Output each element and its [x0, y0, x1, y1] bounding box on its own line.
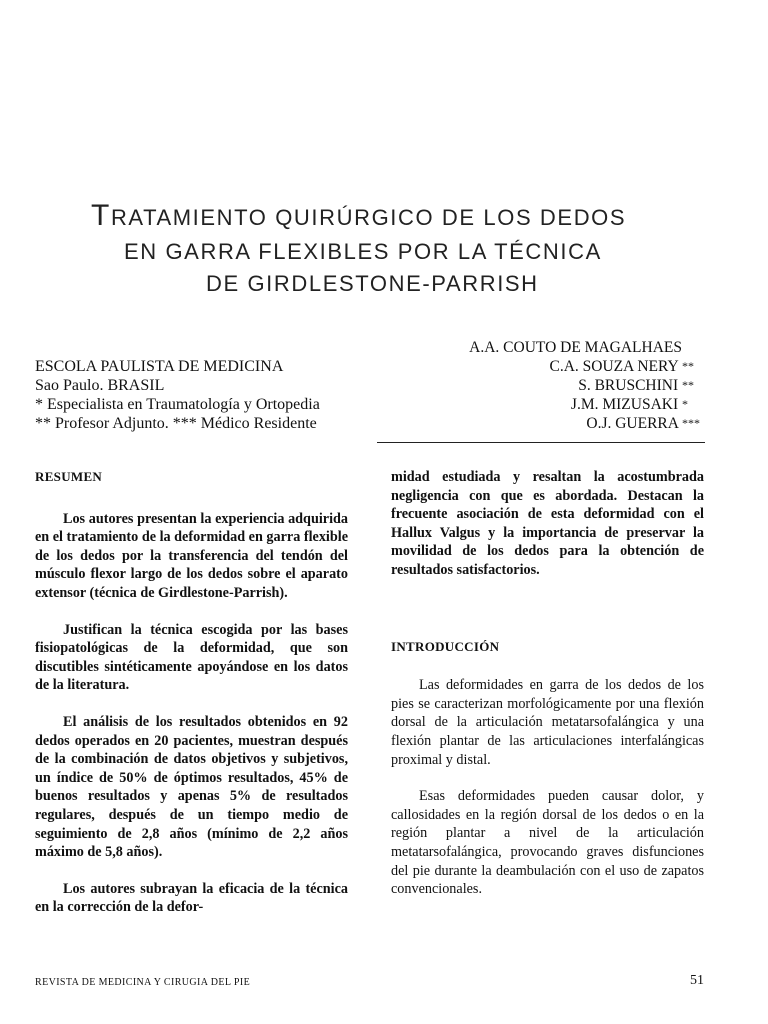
resumen-paragraph-4: Los autores subrayan la eficacia de la técnica en la corrección de la defor-	[35, 880, 348, 916]
author-name: O.J. GUERRA	[586, 415, 679, 432]
author-3	[469, 376, 704, 395]
resumen-paragraph-1: Los autores presentan la experiencia adquirida en el tratamiento de la deformidad en garra flexible de los dedos por la transferencia del tendón del músculo flexor largo de los dedos sobre el aparato extensor (técnica de Girdlestone-Parrish).	[35, 510, 348, 601]
introduccion-heading: INTRODUCCIÓN	[391, 638, 500, 654]
affiliation-institution: ESCOLA PAULISTA DE MEDICINA	[35, 358, 284, 375]
resumen-paragraph-3: El análisis de los resultados obtenidos en 92 dedos operados en 20 pacientes, muestran después de la combinación de datos objetivos y subjetivos, un índice de 50% de óptimos resultados, 45% de buenos resultados y apenas 5% de resultados regulares, después de un tiempo medio de seguimiento de 2,8 años (mínimo de 2,2 años máximo de 5,8 años).	[35, 713, 348, 861]
author-1	[469, 338, 704, 357]
author-mark: *	[682, 397, 688, 411]
introduccion-paragraph-2: Esas deformidades pueden causar dolor, y callosidades en la región dorsal de los dedos o en la región plantar a nivel de la articulación metatarsofalángica, provocando graves disfunciones del pie durante la deambulación con el uso de zapatos convencionales.	[391, 788, 704, 898]
resumen-paragraph-4-continued: midad estudiada y resaltan la acostumbrada negligencia con que es abordada. Destacan la frecuente asociación de esta deformidad con el Hallux Valgus y la importancia de preservar la movilidad de los dedos para la obtención de resultados satisfactorios.	[391, 469, 704, 578]
right-column	[391, 468, 704, 899]
introduccion-paragraph-1: Las deformidades en garra de los dedos de los pies se caracterizan morfológicamente por una flexión dorsal de la articulación metatarsofalángica y una flexión plantar de las articulaciones interfalángicas proximal y distal.	[391, 677, 704, 768]
author-list	[469, 338, 704, 433]
resumen-paragraph-2: Justifican la técnica escogida por las bases fisiopatológicas de la deformidad, que son discutibles sintéticamente apoyándose en los datos de la literatura.	[35, 621, 348, 694]
author-mark: ***	[682, 416, 700, 430]
page-number: 51	[690, 973, 704, 988]
affiliation	[35, 357, 320, 433]
affiliation-note-1: * Especialista en Traumatología y Ortopedia	[35, 396, 320, 413]
title-line-1	[91, 200, 626, 234]
affiliation-note-2: ** Profesor Adjunto. *** Médico Residente	[35, 415, 317, 432]
title-line-2: EN GARRA FLEXIBLES POR LA TÉCNICA	[124, 239, 602, 264]
title-line-1-text: RATAMIENTO QUIRÚRGICO DE LOS DEDOS	[110, 205, 627, 230]
author-name: C.A. SOUZA NERY	[549, 358, 679, 375]
title-initial: T	[91, 199, 111, 232]
author-mark: **	[682, 359, 694, 373]
journal-name: REVISTA DE MEDICINA Y CIRUGIA DEL PIE	[35, 977, 251, 988]
author-4	[469, 395, 704, 414]
title-line-3: DE GIRDLESTONE-PARRISH	[206, 271, 539, 296]
author-2	[469, 357, 704, 376]
author-name: S. BRUSCHINI	[578, 377, 679, 394]
resumen-section	[35, 468, 348, 917]
header-rule	[377, 442, 705, 443]
affiliation-location: Sao Paulo. BRASIL	[35, 377, 165, 394]
author-name: J.M. MIZUSAKI	[570, 396, 679, 413]
author-mark: **	[682, 378, 694, 392]
resumen-heading: RESUMEN	[35, 469, 103, 484]
author-name: A.A. COUTO DE MAGALHAES	[469, 339, 682, 356]
author-5	[469, 414, 704, 433]
